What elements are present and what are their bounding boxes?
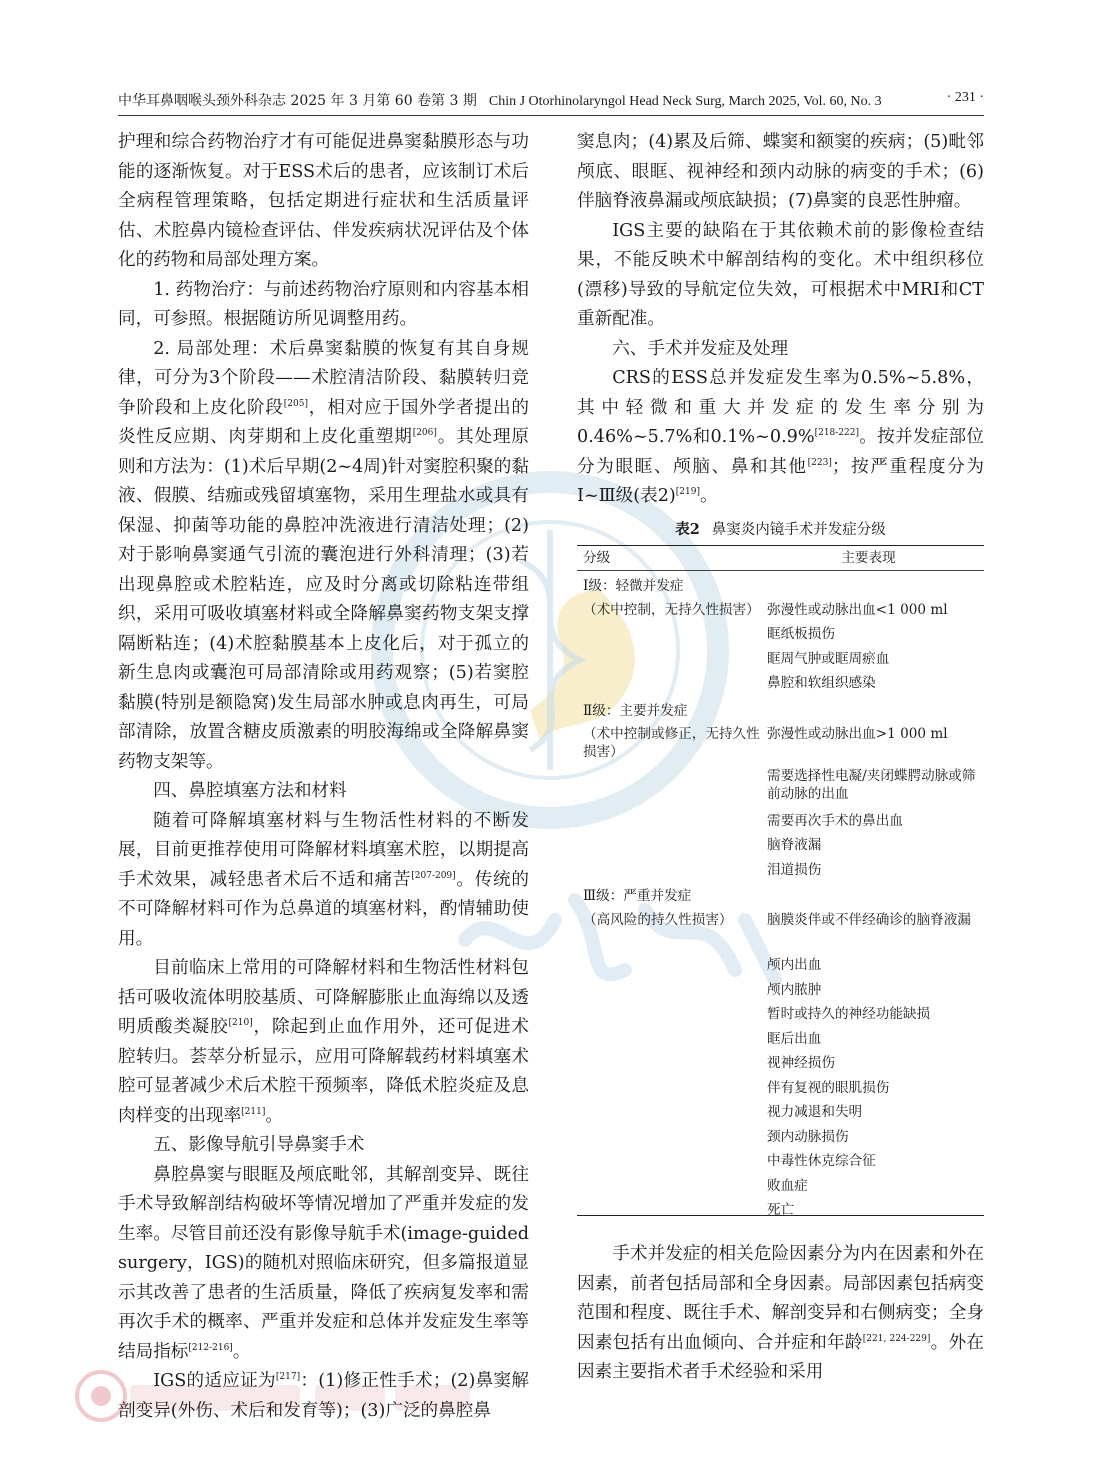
citation: [219]	[675, 487, 700, 498]
table-title: 鼻窦炎内镜手术并发症分级	[711, 522, 886, 538]
table-item: 颅内出血	[767, 957, 822, 973]
citation: [205]	[283, 398, 308, 409]
table-item: 弥漫性或动脉出血<1 000 ml	[767, 602, 948, 618]
table-item: 脑脊液漏	[767, 837, 822, 853]
table-header-manifestation: 主要表现	[841, 550, 896, 566]
table-item: 泪道损伤	[767, 862, 822, 878]
left-column	[118, 128, 529, 1426]
paragraph: 随着可降解填塞材料与生物活性材料的不断发展，目前更推荐使用可降解材料填塞术腔，以期提高手术效果，减轻患者术后不适和痛苦[207-209]。传统的不可降解材料可作为总鼻道的填塞材料，酌情辅助使用。	[118, 810, 529, 949]
citation: [217]	[275, 1372, 301, 1383]
grade-1-name: Ⅰ级：轻微并发症	[583, 578, 684, 594]
paragraph: 目前临床上常用的可降解材料和生物活性材料包括可吸收流体明胶基质、可降解膨胀止血海绵以及透明质酸类凝胶[210]，除起到止血作用外，还可促进术腔转归。荟萃分析显示，应用可降解载药材料填塞术腔可显著减少术后术腔干预频率，降低术腔炎症及息肉样变的出现率[211]。	[118, 958, 529, 1126]
table-item: 颅内脓肿	[767, 982, 822, 998]
page-number: · 231 ·	[946, 90, 984, 105]
paragraph: CRS的ESS总并发症发生率为0.5%~5.8%，其中轻微和重大并发症的发生率分别为0.46%~5.7%和0.1%~0.9%[218-222]。按并发症部位分为眼眶、颅脑、鼻和其他[223]；按严重程度分为Ⅰ~Ⅲ级(表2)[219]。	[577, 368, 984, 506]
table-item: 鼻腔和软组织感染	[767, 675, 876, 691]
table-item: 视力减退和失明	[767, 1104, 863, 1120]
citation: [221, 224-229]	[862, 1333, 931, 1344]
citation: [211]	[241, 1106, 266, 1117]
citation: [210]	[228, 1018, 253, 1029]
grade-2-desc: （术中控制或修正，无持久性损害）	[583, 726, 760, 760]
table-item: 中毒性休克综合征	[767, 1153, 876, 1169]
table-item: 颈内动脉损伤	[767, 1129, 849, 1145]
paragraph-igs-indications: IGS的适应证为[217]：(1)修正性手术；(2)鼻窦解剖变异(外伤、术后和发育等)；(3)广泛的鼻腔鼻	[118, 1371, 529, 1421]
section-heading-complications: 六、手术并发症及处理	[612, 338, 789, 359]
complication-grading-table	[577, 545, 984, 1216]
journal-citation	[118, 90, 882, 110]
grade-2-name: Ⅱ级：主要并发症	[583, 703, 688, 719]
paragraph: 窦息肉；(4)累及后筛、蝶窦和额窦的疾病；(5)毗邻颅底、眼眶、视神经和颈内动脉的病变的手术；(6)伴脑脊液鼻漏或颅底缺损；(7)鼻窦的良恶性肿瘤。	[577, 132, 984, 211]
section-heading-image-guided: 五、影像导航引导鼻窦手术	[153, 1135, 365, 1155]
citation: [218-222]	[814, 428, 860, 439]
table-item: 败血症	[767, 1178, 808, 1194]
table-item: 死亡	[767, 1202, 795, 1218]
right-column-top	[577, 128, 984, 512]
table-header-row	[577, 546, 984, 571]
paragraph: IGS主要的缺陷在于其依赖术前的影像检查结果，不能反映术中解剖结构的变化。术中组织移位(漂移)导致的导航定位失效，可根据术中MRI和CT重新配准。	[577, 220, 984, 329]
citation: [223]	[807, 457, 832, 468]
table-caption	[577, 518, 984, 539]
table-item: 视神经损伤	[767, 1055, 835, 1071]
paragraph-risk-factors: 手术并发症的相关危险因素分为内在因素和外在因素，前者包括局部和全身因素。局部因素包括病变范围和程度、既往手术、解剖变异和右侧病变；全身因素包括有出血倾向、合并症和年龄[221, 224-229]。外在因素主要指术者手术经验和采用	[577, 1244, 984, 1382]
paragraph-drug-therapy: 1. 药物治疗：与前述药物治疗原则和内容基本相同，可参照。根据随访所见调整用药。	[118, 279, 529, 329]
table-item: 需要再次手术的鼻出血	[767, 813, 903, 829]
table-body	[577, 571, 984, 1218]
running-header	[118, 82, 984, 116]
paragraph: 护理和综合药物治疗才有可能促进鼻窦黏膜形态与功能的逐渐恢复。对于ESS术后的患者，应该制订术后全病程管理策略，包括定期进行症状和生活质量评估、术腔鼻内镜检查评估、伴发疾病状况评估及个体化的药物和局部处理方案。	[118, 132, 529, 270]
table-item: 眶后出血	[767, 1031, 822, 1047]
paragraph: 鼻腔鼻窦与眼眶及颅底毗邻，其解剖变异、既往手术导致解剖结构破坏等情况增加了严重并发症的发生率。尽管目前还没有影像导航手术(image-guided surgery，IGS)的随机对照临床研究，但多篇报道显示其改善了患者的生活质量，降低了疾病复发率和需再次手术的概率、严重并发症和总体并发症发生率等结局指标[212-216]。	[118, 1164, 529, 1362]
journal-name-en: Chin J Otorhinolaryngol Head Neck Surg, March 2025, Vol. 60, No. 3	[488, 94, 882, 109]
journal-name-cn: 中华耳鼻咽喉头颈外科杂志 2025 年 3 月第 60 卷第 3 期	[118, 93, 477, 109]
paragraph-local-treatment: 2. 局部处理：术后鼻窦黏膜的恢复有其自身规律，可分为3个阶段——术腔清洁阶段、黏膜转归竞争阶段和上皮化阶段[205]，相对应于国外学者提出的炎性反应期、肉芽期和上皮化重塑期[206]。其处理原则和方法为：(1)术后早期(2~4周)针对窦腔积聚的黏液、假膜、结痂或残留填塞物，采用生理盐水或具有保湿、抑菌等功能的鼻腔冲洗液进行清洁处理；(2)对于影响鼻窦通气引流的囊泡进行外科清理；(3)若出现鼻腔或术腔粘连，应及时分离或切除粘连带组织，采用可吸收填塞材料或全降解鼻窦药物支架支撑隔断粘连；(4)术腔黏膜基本上皮化后，对于孤立的新生息肉或囊泡可局部清除或用药观察；(5)若窦腔黏膜(特别是额隐窝)发生局部水肿或息肉再生，可局部清除，放置含糖皮质激素的明胶海绵或全降解鼻窦药物支架等。	[118, 338, 529, 772]
table-item: 暂时或持久的神经功能缺损	[767, 1006, 931, 1022]
citation: [206]	[412, 428, 437, 439]
table-item: 脑膜炎伴或不伴经确诊的脑脊液漏	[767, 912, 971, 928]
table-header-grade: 分级	[583, 550, 611, 566]
citation: [212-216]	[188, 1342, 233, 1353]
right-column-bottom	[577, 1240, 984, 1388]
table-item: 需要选择性电凝/夹闭蝶腭动脉或筛前动脉的出血	[767, 768, 976, 802]
citation: [207-209]	[411, 870, 456, 881]
grade-3-name: Ⅲ级：严重并发症	[583, 888, 692, 904]
table-item: 伴有复视的眼肌损伤	[767, 1080, 890, 1096]
section-heading-packing: 四、鼻腔填塞方法和材料	[153, 781, 347, 801]
table-item: 眶纸板损伤	[767, 626, 835, 642]
table-item: 眶周气肿或眶周瘀血	[767, 651, 890, 667]
grade-3-desc: （高风险的持久性损害）	[583, 912, 733, 928]
table-number: 表2	[675, 521, 700, 538]
grade-1-desc: （术中控制，无持久性损害）	[583, 602, 760, 618]
table-item: 弥漫性或动脉出血>1 000 ml	[767, 726, 948, 742]
